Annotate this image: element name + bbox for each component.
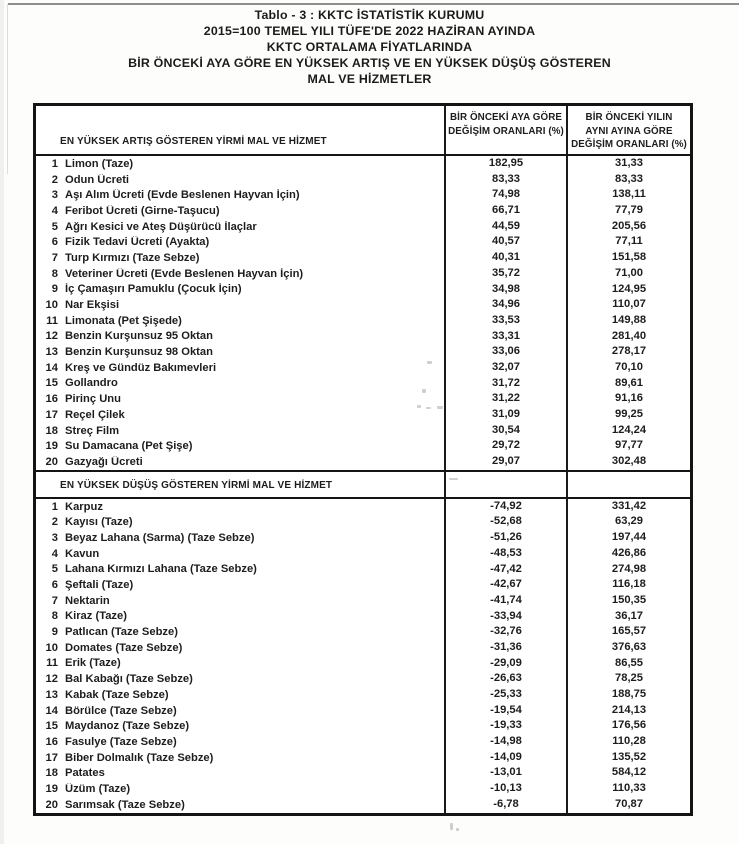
item-number: 12: [45, 673, 58, 686]
yearly-change-value: 302,48: [566, 454, 690, 470]
item-name: Patlıcan (Taze Sebze): [65, 626, 178, 639]
item-number: 1: [51, 500, 58, 513]
yearly-change-value: 176,56: [566, 718, 690, 734]
yearly-change-value: 331,42: [566, 499, 690, 515]
yearly-change-value: 110,07: [566, 297, 690, 313]
item-number: 16: [45, 393, 58, 406]
item-number: 20: [45, 798, 58, 811]
monthly-change-value: -19,54: [444, 703, 566, 719]
table-row: [36, 329, 690, 345]
title-line-1: Tablo - 3 : KKTC İSTATİSTİK KURUMU: [254, 8, 485, 22]
table-row: [36, 344, 690, 360]
item-name: Odun Ücreti: [65, 173, 130, 186]
table-row: [36, 530, 690, 546]
scan-artifact: [456, 828, 459, 831]
monthly-change-value: -14,98: [444, 734, 566, 750]
monthly-change-value: -48,53: [444, 546, 566, 562]
item-cell: [36, 532, 444, 544]
item-cell: [36, 610, 444, 622]
item-cell: [36, 626, 444, 638]
yearly-change-value: 151,58: [566, 250, 690, 266]
item-name: Kayısı (Taze): [65, 516, 133, 529]
title-line-5: MAL VE HİZMETLER: [307, 72, 432, 86]
table-row: [36, 499, 690, 515]
item-cell: [36, 799, 444, 811]
table-row: [36, 376, 690, 392]
table-row: [36, 454, 690, 470]
item-cell: [36, 456, 444, 468]
table-row: [36, 203, 690, 219]
table-header-row: [36, 106, 690, 156]
item-number: 3: [51, 531, 58, 544]
table-row: [36, 282, 690, 298]
item-cell: [36, 377, 444, 389]
table-row: [36, 250, 690, 266]
item-cell: [36, 205, 444, 217]
item-number: 9: [51, 283, 58, 296]
item-name: Ağrı Kesici ve Ateş Düşürücü İlaçlar: [65, 220, 257, 233]
yearly-change-value: 70,10: [566, 360, 690, 376]
item-number: 9: [51, 626, 58, 639]
yearly-change-value: 77,11: [566, 234, 690, 250]
header-line: BİR ÖNCEKİ AYA GÖRE: [449, 112, 563, 123]
yearly-change-value: 86,55: [566, 656, 690, 672]
scan-artifact: [427, 361, 432, 364]
scan-artifact: [417, 405, 421, 408]
item-number: 5: [51, 220, 58, 233]
monthly-change-value: -33,94: [444, 609, 566, 625]
table-row: [36, 156, 690, 172]
title-line-4: BİR ÖNCEKİ AYA GÖRE EN YÜKSEK ARTIŞ VE EN YÜKSEK DÜŞÜŞ GÖSTEREN: [128, 56, 611, 70]
item-number: 17: [45, 751, 58, 764]
yearly-change-value: 124,24: [566, 423, 690, 439]
item-number: 10: [45, 641, 58, 654]
yearly-change-value: 110,33: [566, 781, 690, 797]
monthly-change-value: -6,78: [444, 797, 566, 813]
item-number: 4: [51, 547, 58, 560]
item-name: Patates: [65, 767, 105, 780]
item-cell: [36, 642, 444, 654]
table-row: [36, 514, 690, 530]
table-row: [36, 671, 690, 687]
table-row: [36, 797, 690, 813]
monthly-change-value: 32,07: [444, 360, 566, 376]
monthly-change-value: 35,72: [444, 266, 566, 282]
item-name: Kabak (Taze Sebze): [65, 688, 169, 701]
yearly-change-value: 91,16: [566, 391, 690, 407]
monthly-change-value: 44,59: [444, 219, 566, 235]
item-cell: [36, 736, 444, 748]
item-cell: [36, 501, 444, 513]
item-number: 13: [45, 688, 58, 701]
yearly-change-value: 584,12: [566, 765, 690, 781]
item-number: 18: [45, 424, 58, 437]
monthly-change-value: 31,22: [444, 391, 566, 407]
header-line: DEĞİŞİM ORANLARI (%): [448, 125, 564, 137]
yearly-change-value: 426,86: [566, 546, 690, 562]
monthly-change-value: -19,33: [444, 718, 566, 734]
item-cell: [36, 705, 444, 717]
section-increase-header: EN YÜKSEK ARTIŞ GÖSTEREN YİRMİ MAL VE HİZMET: [60, 136, 327, 147]
item-cell: [36, 657, 444, 669]
yearly-change-value: 274,98: [566, 562, 690, 578]
yearly-change-value: 116,18: [566, 577, 690, 593]
monthly-change-value: 29,72: [444, 438, 566, 454]
monthly-change-value: 33,31: [444, 329, 566, 345]
monthly-change-value: -14,09: [444, 750, 566, 766]
item-name: Fasulye (Taze Sebze): [65, 735, 177, 748]
item-number: 17: [45, 408, 58, 421]
increase-rows: [36, 156, 690, 470]
item-cell: [36, 783, 444, 795]
item-name: Feribot Ücreti (Girne-Taşucu): [65, 204, 220, 217]
item-name: Erik (Taze): [65, 657, 121, 670]
item-name: Turp Kırmızı (Taze Sebze): [65, 251, 200, 264]
item-name: Reçel Çilek: [65, 408, 125, 421]
table-row: [36, 187, 690, 203]
yearly-change-value: 97,77: [566, 438, 690, 454]
document-title: [0, 7, 739, 87]
table-row: [36, 219, 690, 235]
table-row: [36, 577, 690, 593]
item-number: 7: [51, 251, 58, 264]
yearly-change-value: 278,17: [566, 344, 690, 360]
monthly-change-value: -42,67: [444, 577, 566, 593]
item-cell: [36, 579, 444, 591]
item-name: Pirinç Unu: [65, 393, 121, 406]
item-number: 3: [51, 189, 58, 202]
monthly-change-value: 29,07: [444, 454, 566, 470]
decrease-rows: [36, 499, 690, 813]
monthly-change-value: 66,71: [444, 203, 566, 219]
item-cell: [36, 236, 444, 248]
item-number: 19: [45, 440, 58, 453]
table-row: [36, 750, 690, 766]
item-number: 20: [45, 455, 58, 468]
item-cell: [36, 299, 444, 311]
scan-artifact: [450, 823, 453, 830]
item-number: 6: [51, 579, 58, 592]
item-cell: [36, 158, 444, 170]
monthly-change-value: 40,57: [444, 234, 566, 250]
monthly-change-value: 74,98: [444, 187, 566, 203]
item-name: Fizik Tedavi Ücreti (Ayakta): [65, 236, 210, 249]
item-number: 10: [45, 299, 58, 312]
item-number: 12: [45, 330, 58, 343]
item-cell: [36, 548, 444, 560]
section-divider-row: [36, 470, 690, 499]
item-cell: [36, 673, 444, 685]
yearly-change-value: 110,28: [566, 734, 690, 750]
item-name: Karpuz: [65, 500, 103, 513]
yearly-change-value: 36,17: [566, 609, 690, 625]
price-change-table: [33, 103, 693, 816]
item-name: Domates (Taze Sebze): [65, 641, 183, 654]
item-name: Üzüm (Taze): [65, 782, 131, 795]
empty-cell: [566, 472, 690, 497]
item-number: 6: [51, 236, 58, 249]
header-line: DEĞİŞİM ORANLARI (%): [571, 139, 687, 150]
table-row: [36, 297, 690, 313]
item-name: Kavun: [65, 547, 100, 560]
item-name: Lahana Kırmızı Lahana (Taze Sebze): [65, 563, 257, 576]
monthly-change-value: 33,06: [444, 344, 566, 360]
yearly-change-value: 138,11: [566, 187, 690, 203]
yearly-change-value: 188,75: [566, 687, 690, 703]
item-cell: [36, 752, 444, 764]
title-line-3: KKTC ORTALAMA FİYATLARINDA: [266, 40, 473, 54]
table-row: [36, 438, 690, 454]
table-row: [36, 718, 690, 734]
monthly-change-value: -31,36: [444, 640, 566, 656]
item-number: 5: [51, 563, 58, 576]
table-row: [36, 593, 690, 609]
item-number: 14: [45, 704, 58, 717]
yearly-change-value: 71,00: [566, 266, 690, 282]
item-number: 4: [51, 204, 58, 217]
yearly-change-value: 376,63: [566, 640, 690, 656]
table-row: [36, 360, 690, 376]
item-name: Gazyağı Ücreti: [65, 455, 143, 468]
item-number: 11: [46, 657, 58, 670]
item-number: 19: [45, 782, 58, 795]
table-row: [36, 391, 690, 407]
monthly-change-value: -25,33: [444, 687, 566, 703]
yearly-change-value: 149,88: [566, 313, 690, 329]
item-number: 1: [51, 157, 58, 170]
section-decrease-header: EN YÜKSEK DÜŞÜŞ GÖSTEREN YİRMİ MAL VE HİZMET: [60, 479, 333, 491]
yearly-change-value: 150,35: [566, 593, 690, 609]
table-row: [36, 781, 690, 797]
item-number: 15: [45, 377, 58, 390]
item-cell: [36, 409, 444, 421]
item-name: Kiraz (Taze): [65, 610, 127, 623]
monthly-change-value: -29,09: [444, 656, 566, 672]
item-name: Veteriner Ücreti (Evde Beslenen Hayvan İçin): [65, 267, 304, 280]
monthly-change-value: 33,53: [444, 313, 566, 329]
item-number: 8: [51, 267, 58, 280]
scan-artifact: [437, 406, 443, 409]
monthly-change-value: -13,01: [444, 765, 566, 781]
item-cell: [36, 283, 444, 295]
item-cell: [36, 346, 444, 358]
yearly-change-value: 31,33: [566, 156, 690, 172]
monthly-change-value: 40,31: [444, 250, 566, 266]
item-number: 11: [46, 314, 58, 327]
item-cell: [36, 516, 444, 528]
table-row: [36, 656, 690, 672]
monthly-change-value: -74,92: [444, 499, 566, 515]
item-name: Aşı Alım Ücreti (Evde Beslenen Hayvan İçin): [65, 189, 300, 202]
monthly-change-value: -32,76: [444, 624, 566, 640]
table-row: [36, 562, 690, 578]
yearly-change-value: 205,56: [566, 219, 690, 235]
scan-page-edge-line: [8, 3, 739, 5]
item-cell: [36, 330, 444, 342]
table-row: [36, 703, 690, 719]
item-number: 15: [45, 720, 58, 733]
monthly-change-value: -41,74: [444, 593, 566, 609]
scan-artifact: [426, 407, 431, 409]
yearly-change-value: 63,29: [566, 514, 690, 530]
item-name: Börülce (Taze Sebze): [65, 704, 177, 717]
yearly-change-value: 135,52: [566, 750, 690, 766]
yearly-change-value: 165,57: [566, 624, 690, 640]
item-name: Gollandro: [65, 377, 118, 390]
monthly-change-value: -51,26: [444, 530, 566, 546]
table-row: [36, 234, 690, 250]
item-name: Bal Kabağı (Taze Sebze): [65, 673, 193, 686]
item-name: Limonata (Pet Şişede): [65, 314, 182, 327]
yearly-change-value: 99,25: [566, 407, 690, 423]
yearly-change-column-header: [566, 106, 690, 154]
item-cell: [36, 393, 444, 405]
item-cell: [36, 425, 444, 437]
monthly-change-value: 30,54: [444, 423, 566, 439]
item-name: Benzin Kurşunsuz 98 Oktan: [65, 346, 213, 359]
monthly-change-value: -47,42: [444, 562, 566, 578]
table-row: [36, 765, 690, 781]
item-number: 14: [45, 361, 58, 374]
yearly-change-value: 89,61: [566, 376, 690, 392]
item-name: İç Çamaşırı Pamuklu (Çocuk İçin): [65, 283, 242, 296]
item-name: Maydanoz (Taze Sebze): [65, 720, 190, 733]
table-row: [36, 266, 690, 282]
yearly-change-value: 83,33: [566, 172, 690, 188]
item-name: Nar Ekşisi: [65, 299, 120, 312]
item-cell: [36, 221, 444, 233]
monthly-change-value: 182,95: [444, 156, 566, 172]
scan-page-edge: [0, 0, 4, 844]
item-number: 7: [51, 594, 58, 607]
yearly-change-value: 78,25: [566, 671, 690, 687]
item-name: Limon (Taze): [65, 157, 134, 170]
item-cell: [36, 440, 444, 452]
item-name: Sarımsak (Taze Sebze): [65, 798, 185, 811]
table-row: [36, 687, 690, 703]
table-row: [36, 407, 690, 423]
item-cell: [36, 563, 444, 575]
yearly-change-value: 214,13: [566, 703, 690, 719]
item-cell: [36, 595, 444, 607]
item-name: Su Damacana (Pet Şişe): [65, 440, 193, 453]
table-row: [36, 624, 690, 640]
monthly-change-value: 83,33: [444, 172, 566, 188]
monthly-change-value: -52,68: [444, 514, 566, 530]
table-row: [36, 640, 690, 656]
item-cell: [36, 268, 444, 280]
empty-cell: [444, 472, 566, 497]
item-cell: [36, 252, 444, 264]
item-number: 16: [45, 735, 58, 748]
monthly-change-value: 34,96: [444, 297, 566, 313]
item-name: Beyaz Lahana (Sarma) (Taze Sebze): [65, 531, 255, 544]
item-name: Kreş ve Gündüz Bakımevleri: [65, 361, 217, 374]
monthly-change-value: 31,72: [444, 376, 566, 392]
table-row: [36, 423, 690, 439]
yearly-change-value: 124,95: [566, 282, 690, 298]
item-name: Benzin Kurşunsuz 95 Oktan: [65, 330, 213, 343]
item-name: Şeftali (Taze): [65, 579, 134, 592]
table-row: [36, 546, 690, 562]
item-cell: [36, 767, 444, 779]
monthly-change-value: -26,63: [444, 671, 566, 687]
header-line: BİR ÖNCEKİ YILIN: [585, 112, 673, 123]
table-row: [36, 734, 690, 750]
scan-artifact: [422, 389, 426, 393]
item-cell: [36, 315, 444, 327]
monthly-change-value: -10,13: [444, 781, 566, 797]
item-number: 2: [51, 173, 58, 186]
item-cell: [36, 174, 444, 186]
table-row: [36, 172, 690, 188]
item-cell: [36, 189, 444, 201]
item-name: Streç Film: [65, 424, 120, 437]
item-name: Biber Dolmalık (Taze Sebze): [65, 751, 214, 764]
item-cell: [36, 362, 444, 374]
yearly-change-value: 281,40: [566, 329, 690, 345]
monthly-change-value: 31,09: [444, 407, 566, 423]
monthly-change-column-header: [444, 106, 566, 154]
item-number: 2: [51, 516, 58, 529]
monthly-change-value: 34,98: [444, 282, 566, 298]
item-cell: [36, 720, 444, 732]
item-cell: [36, 689, 444, 701]
table-row: [36, 609, 690, 625]
yearly-change-value: 77,79: [566, 203, 690, 219]
item-name: Nektarin: [65, 594, 110, 607]
item-number: 18: [45, 767, 58, 780]
header-line: AYNI AYINA GÖRE: [585, 125, 673, 137]
yearly-change-value: 197,44: [566, 530, 690, 546]
yearly-change-value: 70,87: [566, 797, 690, 813]
table-row: [36, 313, 690, 329]
item-number: 8: [51, 610, 58, 623]
title-line-2: 2015=100 TEMEL YILI TÜFE'DE 2022 HAZİRAN AYINDA: [203, 24, 536, 38]
item-number: 13: [45, 346, 58, 359]
scan-artifact: [449, 478, 458, 480]
